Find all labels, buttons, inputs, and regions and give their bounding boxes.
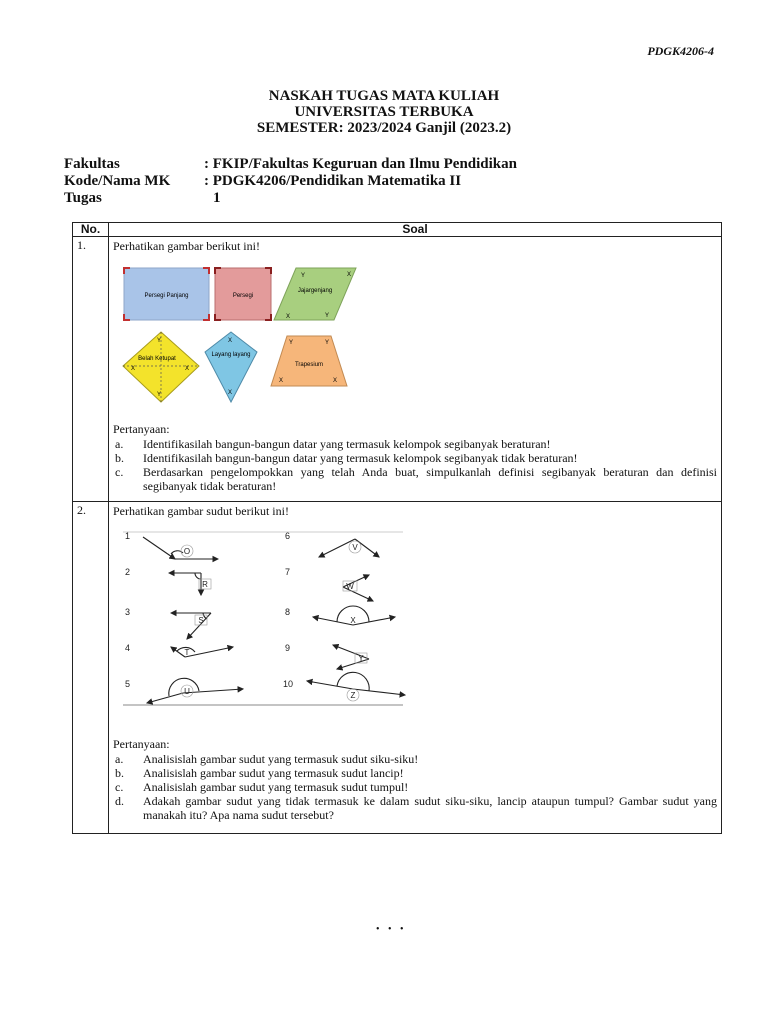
angle-mark: X: [347, 272, 352, 278]
angle-number: 3: [125, 607, 131, 617]
angle-letter: R: [202, 580, 208, 589]
angle-mark: Y: [325, 313, 330, 319]
angle-mark: X: [131, 366, 136, 372]
kite-shape: [205, 332, 257, 402]
angle-number: 1: [125, 531, 131, 541]
question-row-2: [73, 502, 722, 834]
question-number: 2.: [73, 502, 109, 834]
angle-mark: X: [286, 314, 291, 320]
shape-label: Trapesium: [294, 362, 324, 368]
list-item: b. Identifikasilah bangun-bangun datar yang termasuk kelompok segibanyak tidak beraturan!: [115, 451, 578, 465]
meta-row-kode: [64, 173, 517, 190]
meta-value: : PDGK4206/Pendidikan Matematika II: [204, 173, 462, 189]
meta-key: Kode/Nama MK: [64, 173, 171, 189]
angle-mark: X: [333, 378, 338, 384]
shape-label: Layang layang: [211, 352, 251, 358]
angle-number: 10: [283, 679, 294, 689]
angle-letter: Z: [350, 691, 356, 700]
list-item: a. Identifikasilah bangun-bangun datar yang termasuk kelompok segibanyak beraturan!: [115, 437, 551, 451]
list-item: d. Adakah gambar sudut yang tidak termasuk ke dalam sudut siku-siku, lancip ataupun tumpul? Gambar sudut yang manakah itu? Apa nama sudut tersebut?: [115, 794, 717, 822]
meta-value: : FKIP/Fakultas Keguruan dan Ilmu Pendidikan: [204, 156, 517, 172]
angle-mark: Y: [301, 273, 306, 279]
parallelogram-shape: [274, 268, 356, 320]
document-title: [0, 88, 768, 136]
question-intro: Perhatikan gambar sudut berikut ini!: [113, 504, 289, 518]
angle-number: 8: [285, 607, 291, 617]
angle-letter: S: [198, 616, 204, 625]
title-line-3: SEMESTER: 2023/2024 Ganjil (2023.2): [256, 120, 512, 136]
angle-letter: W: [346, 582, 354, 591]
trapezoid-shape: [271, 336, 347, 386]
angle-number: 7: [285, 567, 291, 577]
angle-letter: U: [184, 687, 190, 696]
angle-mark: X: [228, 338, 233, 344]
angle-letter: V: [352, 543, 358, 552]
angle-letter: Y: [358, 654, 364, 663]
angle-mark: Y: [325, 340, 330, 346]
sub-question-list: [113, 752, 717, 822]
question-table: [72, 222, 722, 834]
angle-mark: Y: [157, 392, 162, 398]
angle-mark: Y: [289, 340, 294, 346]
shape-label: Persegi: [232, 293, 254, 299]
question-row-1: [73, 237, 722, 502]
question-intro: Perhatikan gambar berikut ini!: [113, 239, 260, 253]
shape-label: Persegi Panjang: [144, 293, 189, 299]
angle-mark: X: [185, 366, 190, 372]
angle-mark: X: [228, 390, 233, 396]
shape-label: Belah Ketupat: [138, 356, 176, 362]
header-soal: Soal: [109, 223, 722, 237]
meta-key: Fakultas: [64, 156, 120, 172]
rhombus-shape: [123, 332, 199, 402]
list-item: c. Berdasarkan pengelompokkan yang telah Anda buat, simpulkanlah definisi segibanyak beraturan dan definisi segibanyak tidak beraturan!: [115, 465, 717, 493]
meta-row-tugas: [64, 190, 517, 207]
pertanyaan-label: Pertanyaan:: [113, 737, 170, 751]
angles-figure: [123, 529, 413, 709]
angle-mark: Y: [157, 338, 162, 344]
angle-letter: T: [184, 648, 190, 657]
header-no: No.: [73, 223, 109, 237]
shape-label: Jajargenjang: [297, 288, 333, 294]
question-body: [109, 237, 722, 502]
angle-number: 2: [125, 567, 131, 577]
course-meta: [64, 156, 517, 207]
angle-number: 5: [125, 679, 131, 689]
angle-number: 4: [125, 643, 131, 653]
table-header-row: [73, 223, 722, 237]
title-line-1: NASKAH TUGAS MATA KULIAH: [268, 88, 500, 104]
meta-key: Tugas: [64, 190, 102, 206]
meta-row-fakultas: [64, 156, 517, 173]
title-line-2: UNIVERSITAS TERBUKA: [294, 104, 474, 120]
list-item: c. Analisislah gambar sudut yang termasuk sudut tumpul!: [115, 780, 409, 794]
angle-letter: X: [350, 616, 356, 625]
angle-number: 9: [285, 643, 291, 653]
list-item: b. Analisislah gambar sudut yang termasuk sudut lancip!: [115, 766, 404, 780]
angle-letter: O: [183, 547, 191, 556]
list-item: a. Analisislah gambar sudut yang termasuk sudut siku-siku!: [115, 752, 419, 766]
angle-number: 6: [285, 531, 291, 541]
shapes-figure: [121, 266, 371, 406]
document-code: PDGK4206-4: [647, 44, 714, 58]
rectangle-shape: [124, 268, 209, 320]
question-number: 1.: [73, 237, 109, 502]
angle-mark: X: [279, 378, 284, 384]
square-shape: [215, 268, 271, 320]
sub-question-list: [113, 437, 717, 493]
pertanyaan-label: Pertanyaan:: [113, 422, 170, 436]
page-footer-dots: • • •: [376, 924, 407, 935]
question-body: [109, 502, 722, 834]
meta-value: 1: [213, 190, 221, 206]
